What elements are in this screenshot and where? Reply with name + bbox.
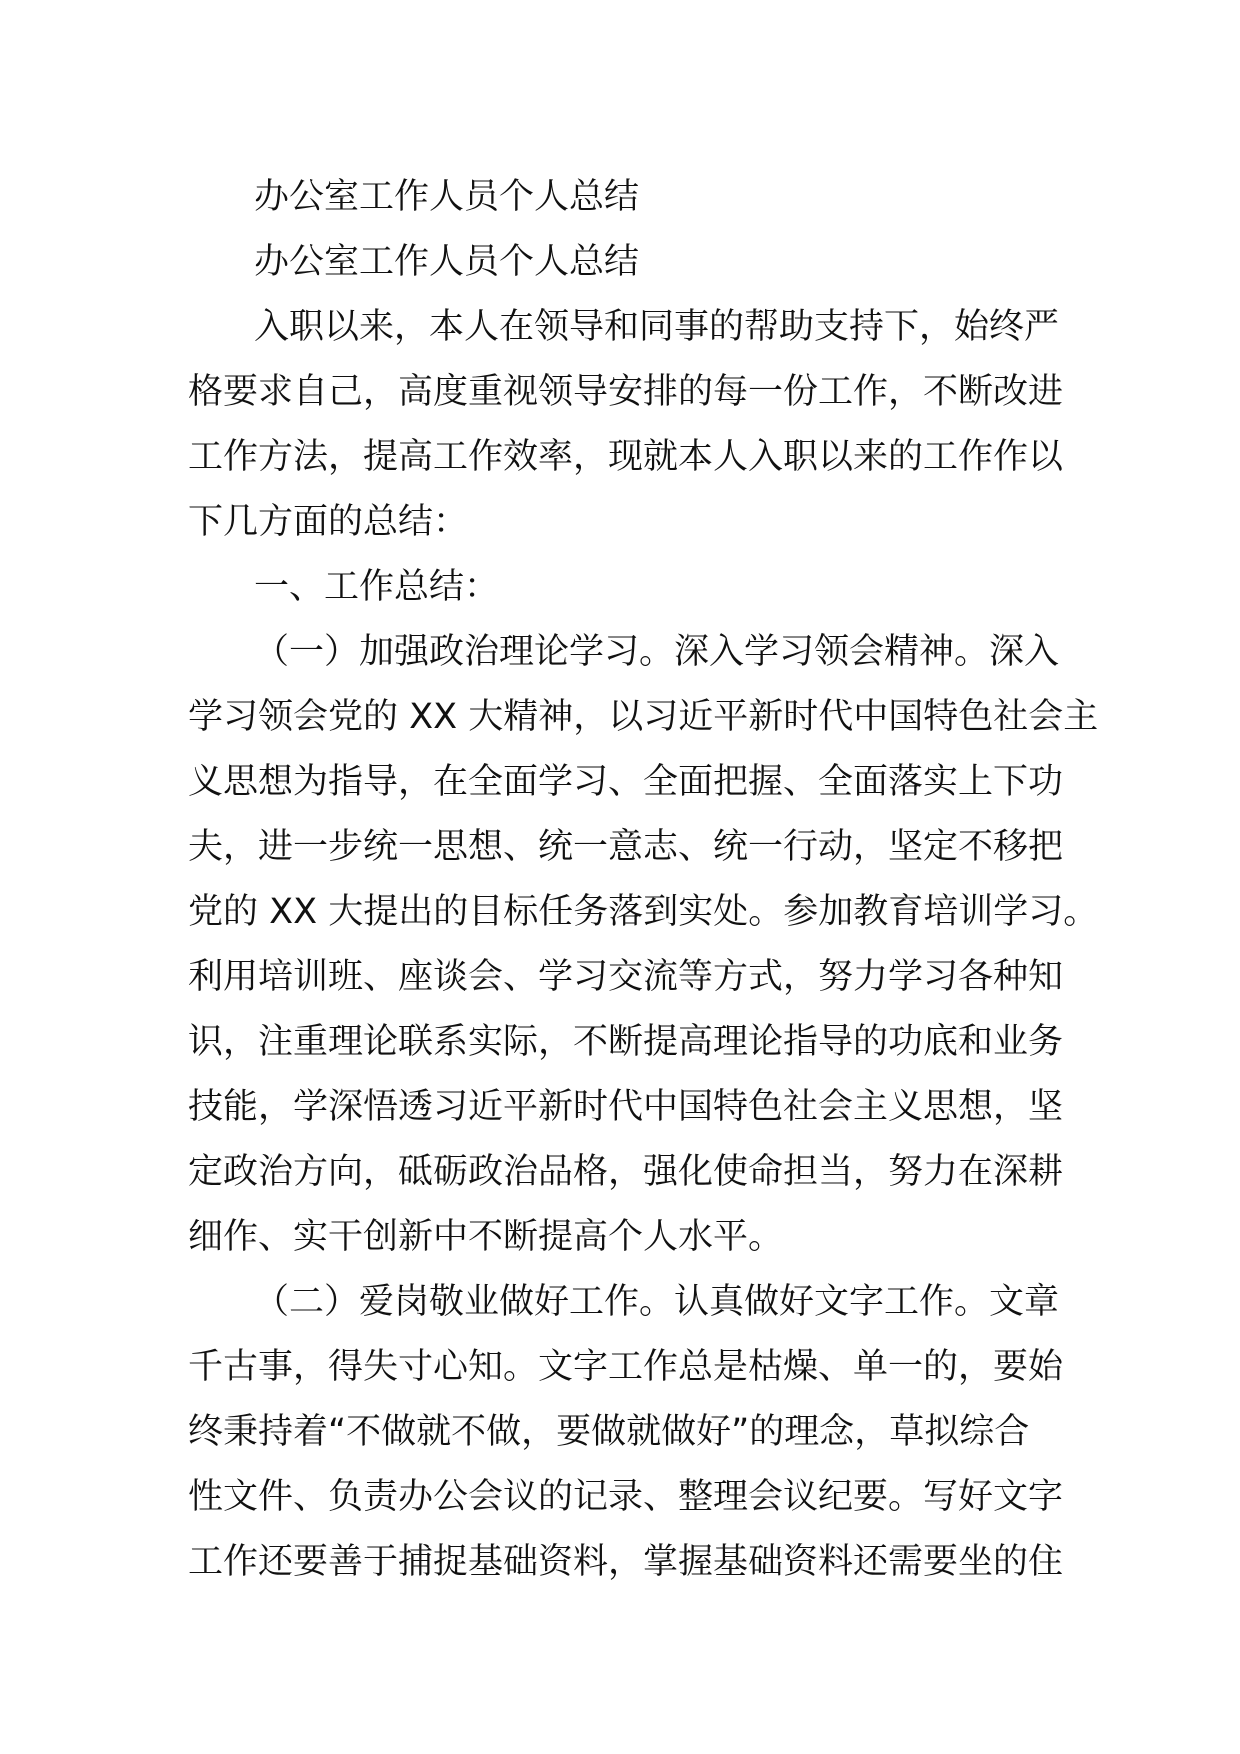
paragraph-line: 识，注重理论联系实际，不断提高理论指导的功底和业务	[188, 1022, 1064, 1062]
paragraph-line: 夫，进一步统一思想、统一意志、统一行动，坚定不移把	[188, 827, 1064, 867]
paragraph-line: （二）爱岗敬业做好工作。认真做好文字工作。文章	[254, 1282, 1060, 1322]
paragraph-line: 学习领会党的 XX 大精神，以习近平新时代中国特色社会主	[188, 697, 1099, 737]
paragraph-line: 定政治方向，砥砺政治品格，强化使命担当，努力在深耕	[188, 1152, 1064, 1192]
paragraph-line: 入职以来，本人在领导和同事的帮助支持下，始终严	[254, 307, 1060, 347]
paragraph-line: 义思想为指导，在全面学习、全面把握、全面落实上下功	[188, 762, 1064, 802]
document-subtitle: 办公室工作人员个人总结	[254, 242, 640, 282]
paragraph-line: 格要求自己，高度重视领导安排的每一份工作，不断改进	[188, 372, 1064, 412]
paragraph-line: 技能，学深悟透习近平新时代中国特色社会主义思想，坚	[188, 1087, 1064, 1127]
paragraph-line: 性文件、负责办公会议的记录、整理会议纪要。写好文字	[188, 1477, 1064, 1517]
paragraph-line: 党的 XX 大提出的目标任务落到实处。参加教育培训学习。	[188, 892, 1099, 932]
document-title: 办公室工作人员个人总结	[254, 177, 640, 217]
paragraph-line: 工作方法，提高工作效率，现就本人入职以来的工作作以	[188, 437, 1064, 477]
document-body	[188, 165, 1099, 1595]
paragraph-line: （一）加强政治理论学习。深入学习领会精神。深入	[254, 632, 1060, 672]
paragraph-line: 工作还要善于捕捉基础资料，掌握基础资料还需要坐的住	[188, 1542, 1064, 1582]
paragraph-line: 细作、实干创新中不断提高个人水平。	[188, 1217, 784, 1257]
section-heading: 一、工作总结：	[254, 567, 500, 607]
paragraph-line: 终秉持着“不做就不做，要做就做好”的理念，草拟综合	[188, 1412, 1030, 1452]
paragraph-line: 千古事，得失寸心知。文字工作总是枯燥、单一的，要始	[188, 1347, 1064, 1387]
paragraph-line: 下几方面的总结：	[188, 502, 469, 542]
paragraph-line: 利用培训班、座谈会、学习交流等方式，努力学习各种知	[188, 957, 1064, 997]
